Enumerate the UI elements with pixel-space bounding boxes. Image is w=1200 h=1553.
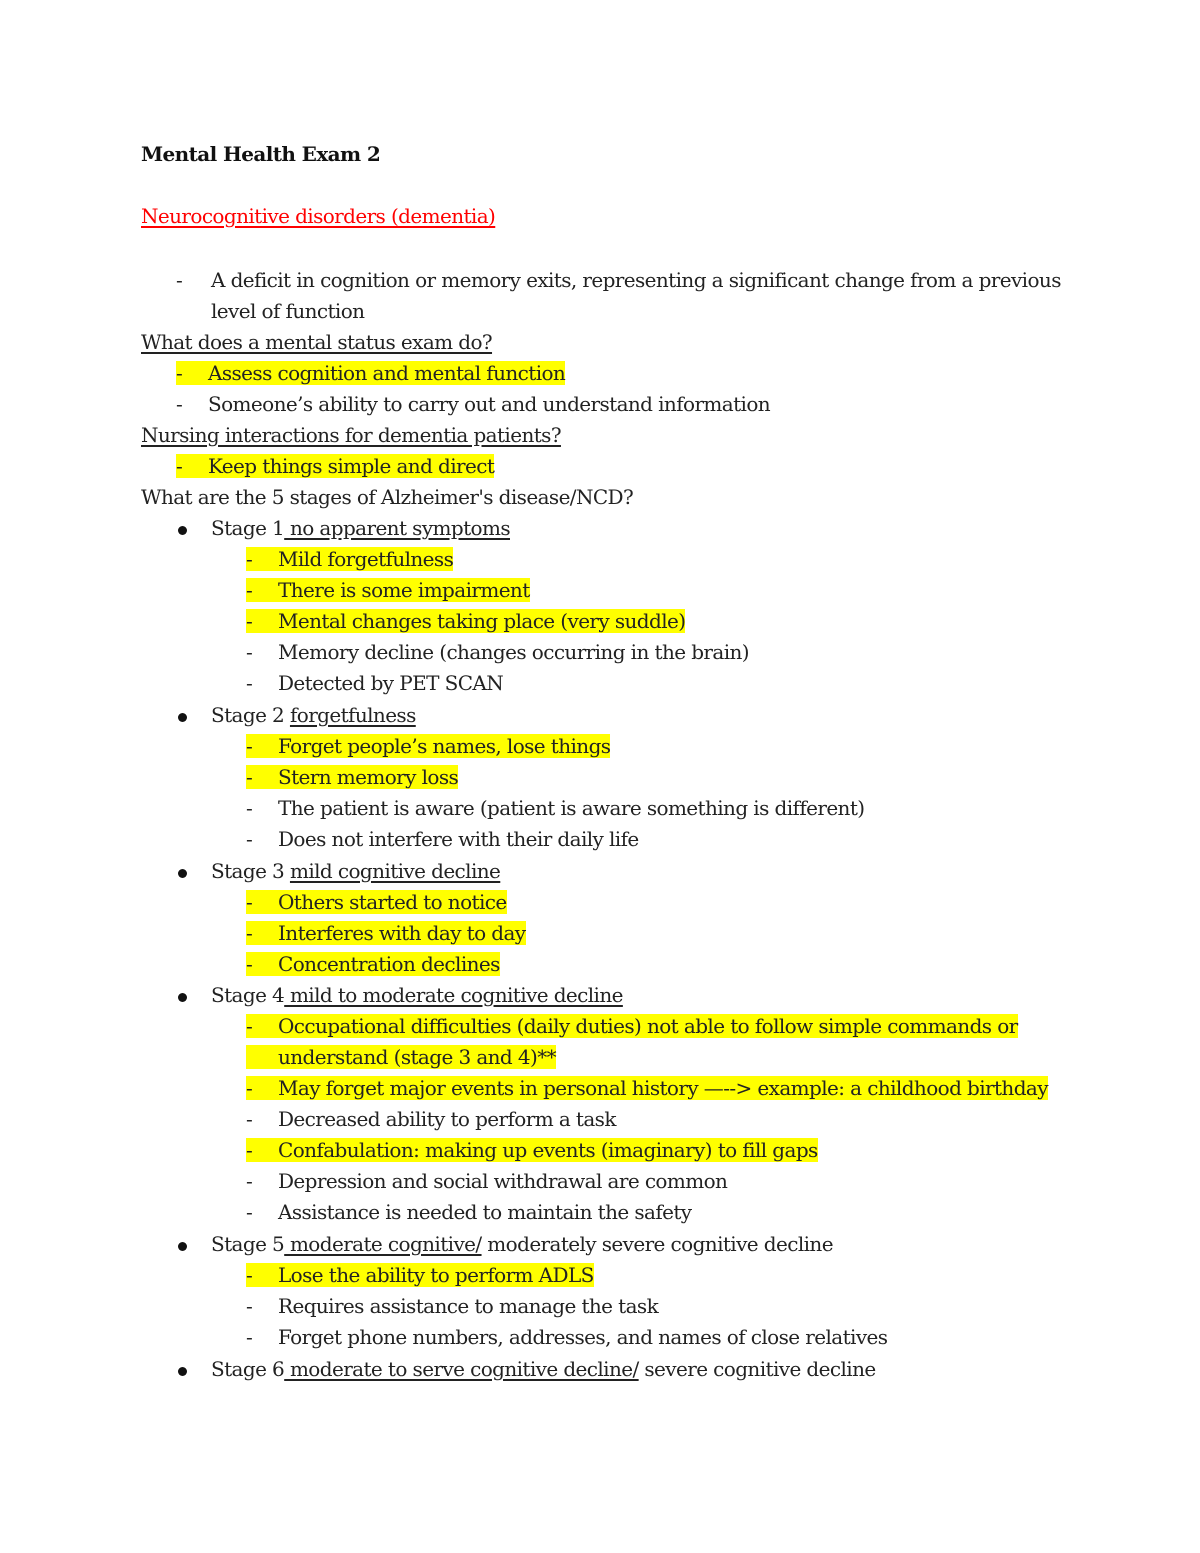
list-item: - The patient is aware (patient is aware something is different) <box>246 796 865 820</box>
intro-dash: - <box>176 268 183 292</box>
list-item: - Interferes with day to day <box>246 921 526 945</box>
list-item-continued: understand (stage 3 and 4)** <box>246 1042 556 1073</box>
document-title: Mental Health Exam 2 <box>141 142 381 166</box>
question-stages: What are the 5 stages of Alzheimer's disease/NCD? <box>141 485 634 509</box>
list-item: - May forget major events in personal history —--> example: a childhood birthday <box>246 1076 1048 1100</box>
list-item: - Does not interfere with their daily life <box>246 827 639 851</box>
intro-line-1: A deficit in cognition or memory exits, representing a significant change from a previous <box>211 268 1061 292</box>
question-mental-status-exam: What does a mental status exam do? <box>141 330 493 354</box>
list-item: - Assess cognition and mental function <box>176 361 566 385</box>
stage-3-heading: Stage 3 mild cognitive decline <box>211 859 501 883</box>
bullet-icon <box>178 1242 187 1251</box>
list-item: - Occupational difficulties (daily duties) not able to follow simple commands or <box>246 1014 1018 1038</box>
stage-4-heading: Stage 4 mild to moderate cognitive decline <box>211 983 623 1007</box>
list-item: - There is some impairment <box>246 578 530 602</box>
list-item: - Depression and social withdrawal are common <box>246 1169 728 1193</box>
question-nursing-interactions: Nursing interactions for dementia patients? <box>141 423 561 447</box>
list-item: - Keep things simple and direct <box>176 454 495 478</box>
stage-6-heading: Stage 6 moderate to serve cognitive decline/ severe cognitive decline <box>211 1357 876 1381</box>
list-item: - Mild forgetfulness <box>246 547 454 571</box>
stage-5-heading: Stage 5 moderate cognitive/ moderately severe cognitive decline <box>211 1232 833 1256</box>
list-item: - Assistance is needed to maintain the safety <box>246 1200 692 1224</box>
bullet-icon <box>178 1367 187 1376</box>
list-item: - Stern memory loss <box>246 765 459 789</box>
section-heading: Neurocognitive disorders (dementia) <box>141 204 496 228</box>
list-item: - Requires assistance to manage the task <box>246 1294 659 1318</box>
list-item: - Forget phone numbers, addresses, and names of close relatives <box>246 1325 888 1349</box>
list-item: - Confabulation: making up events (imaginary) to fill gaps <box>246 1138 818 1162</box>
list-item: - Others started to notice <box>246 890 507 914</box>
bullet-icon <box>178 993 187 1002</box>
stage-1-heading: Stage 1 no apparent symptoms <box>211 516 510 540</box>
bullet-icon <box>178 713 187 722</box>
list-item: - Concentration declines <box>246 952 500 976</box>
list-item: - Decreased ability to perform a task <box>246 1107 616 1131</box>
stage-2-heading: Stage 2 forgetfulness <box>211 703 416 727</box>
bullet-icon <box>178 526 187 535</box>
list-item: - Forget people’s names, lose things <box>246 734 611 758</box>
bullet-icon <box>178 869 187 878</box>
list-item: - Memory decline (changes occurring in the brain) <box>246 640 749 664</box>
intro-line-2: level of function <box>211 299 365 323</box>
list-item: - Lose the ability to perform ADLS <box>246 1263 594 1287</box>
list-item: - Mental changes taking place (very suddle) <box>246 609 686 633</box>
list-item: - Detected by PET SCAN <box>246 671 504 695</box>
list-item: - Someone’s ability to carry out and understand information <box>176 392 771 416</box>
